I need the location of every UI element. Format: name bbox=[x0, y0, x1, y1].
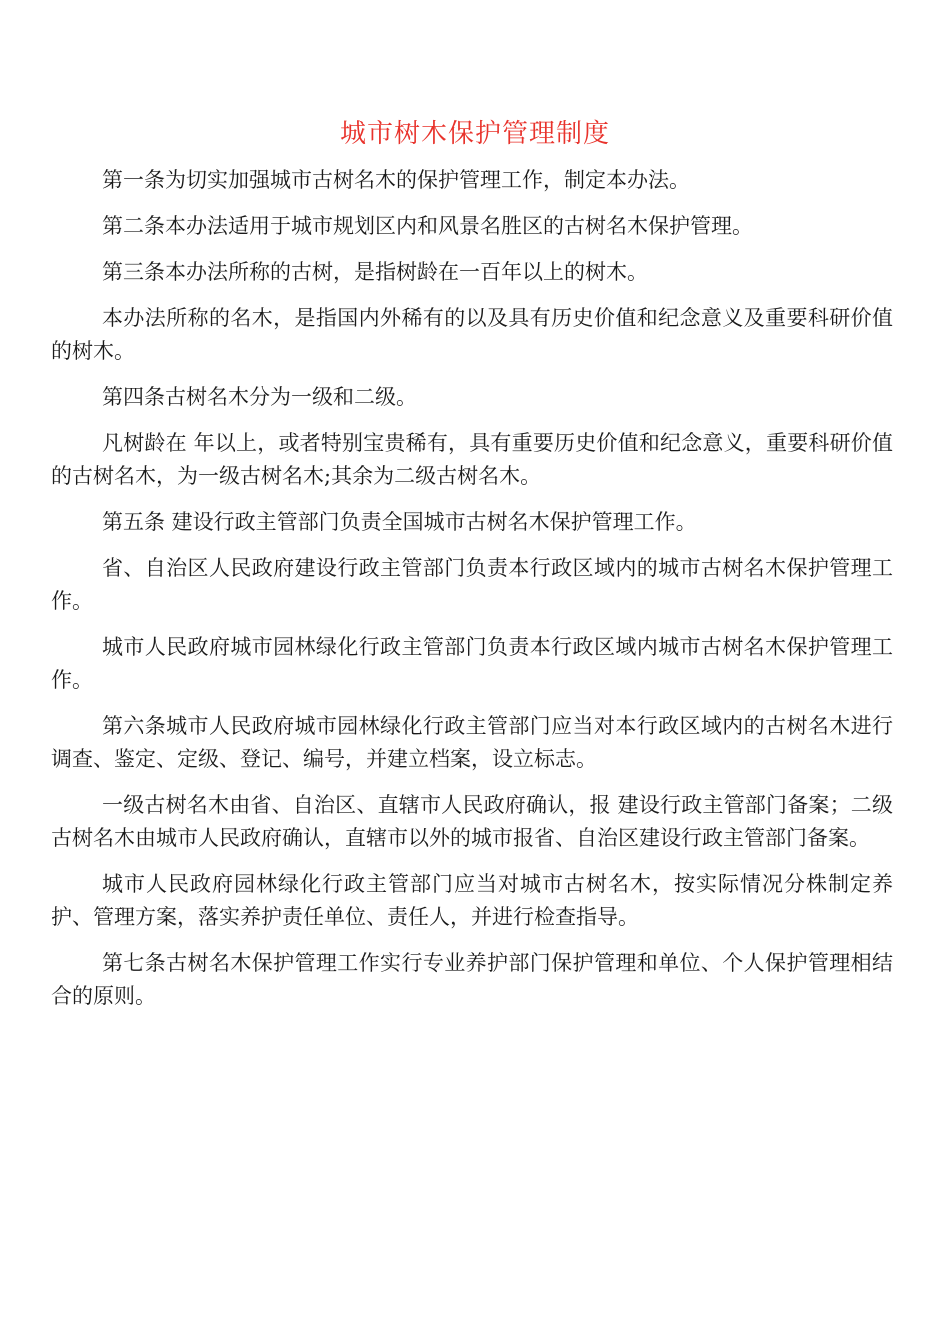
paragraph: 凡树龄在 年以上，或者特别宝贵稀有，具有重要历史价值和纪念意义，重要科研价值的古树名木，为一级古树名木;其余为二级古树名木。 bbox=[51, 431, 894, 488]
document-body bbox=[51, 164, 893, 1026]
paragraph: 第五条 建设行政主管部门负责全国城市古树名木保护管理工作。 bbox=[102, 510, 697, 534]
paragraph: 本办法所称的名木，是指国内外稀有的以及具有历史价值和纪念意义及重要科研价值的树木。 bbox=[51, 306, 893, 363]
paragraph: 城市人民政府城市园林绿化行政主管部门负责本行政区域内城市古树名木保护管理工作。 bbox=[51, 635, 893, 692]
paragraph: 第二条本办法适用于城市规划区内和风景名胜区的古树名木保护管理。 bbox=[102, 214, 753, 238]
paragraph: 省、自治区人民政府建设行政主管部门负责本行政区域内的城市古树名木保护管理工作。 bbox=[51, 556, 893, 613]
paragraph: 城市人民政府园林绿化行政主管部门应当对城市古树名木，按实际情况分株制定养护、管理方案，落实养护责任单位、责任人，并进行检查指导。 bbox=[51, 872, 893, 929]
paragraph: 第四条古树名木分为一级和二级。 bbox=[102, 385, 417, 409]
paragraph: 第七条古树名木保护管理工作实行专业养护部门保护管理和单位、个人保护管理相结合的原则。 bbox=[51, 951, 893, 1008]
paragraph: 一级古树名木由省、自治区、直辖市人民政府确认，报 建设行政主管部门备案；二级古树名木由城市人民政府确认，直辖市以外的城市报省、自治区建设行政主管部门备案。 bbox=[51, 793, 894, 850]
paragraph: 第六条城市人民政府城市园林绿化行政主管部门应当对本行政区域内的古树名木进行调查、鉴定、定级、登记、编号，并建立档案，设立标志。 bbox=[51, 714, 893, 771]
document-title: 城市树木保护管理制度 bbox=[339, 119, 610, 149]
paragraph: 第一条为切实加强城市古树名木的保护管理工作，制定本办法。 bbox=[102, 168, 690, 192]
paragraph: 第三条本办法所称的古树，是指树龄在一百年以上的树木。 bbox=[102, 260, 648, 284]
